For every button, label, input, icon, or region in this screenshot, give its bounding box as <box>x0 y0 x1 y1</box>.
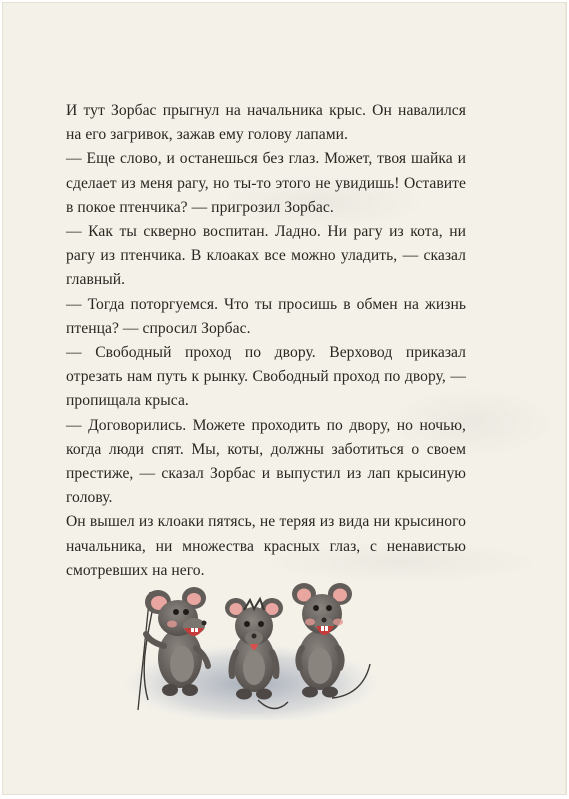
paragraph-6: — Договорились. Можете проходить по двору, но ночью, когда люди спят. Мы, коты, должны заботиться о своем престиже, — сказал Зорбас и выпустил из лап крысиную голову. <box>66 416 466 507</box>
page-text <box>66 99 466 583</box>
paragraph-1: И тут Зорбас прыгнул на начальника крыс. Он навалился на его загривок, зажав ему голову лапами. <box>66 102 466 144</box>
paragraph-5: — Свободный проход по двору. Верховод приказал отрезать нам путь к рынку. Свободный проход по двору, — пропищала крыса. <box>66 344 466 410</box>
paragraph-4: — Тогда поторгуемся. Что ты просишь в обмен на жизнь птенца? — спросил Зорбас. <box>66 295 466 337</box>
three-rats-drawing <box>120 572 382 720</box>
paragraph-7: Он вышел из клоаки пятясь, не теряя из вида ни крысиного начальника, ни множества красных глаз, с ненавистью смотревших на него. <box>66 513 466 579</box>
paragraph-2: — Еще слово, и останешься без глаз. Может, твоя шайка и сделает из меня рагу, но ты-то этого не увидишь! Оставите в покое птенчика? — пригрозил Зорбас. <box>66 150 466 216</box>
paragraph-3: — Как ты скверно воспитан. Ладно. Ни рагу из кота, ни рагу из птенчика. В клоаках все можно уладить, — сказал главный. <box>66 223 466 289</box>
book-page <box>2 2 567 795</box>
rats-illustration <box>120 572 382 720</box>
